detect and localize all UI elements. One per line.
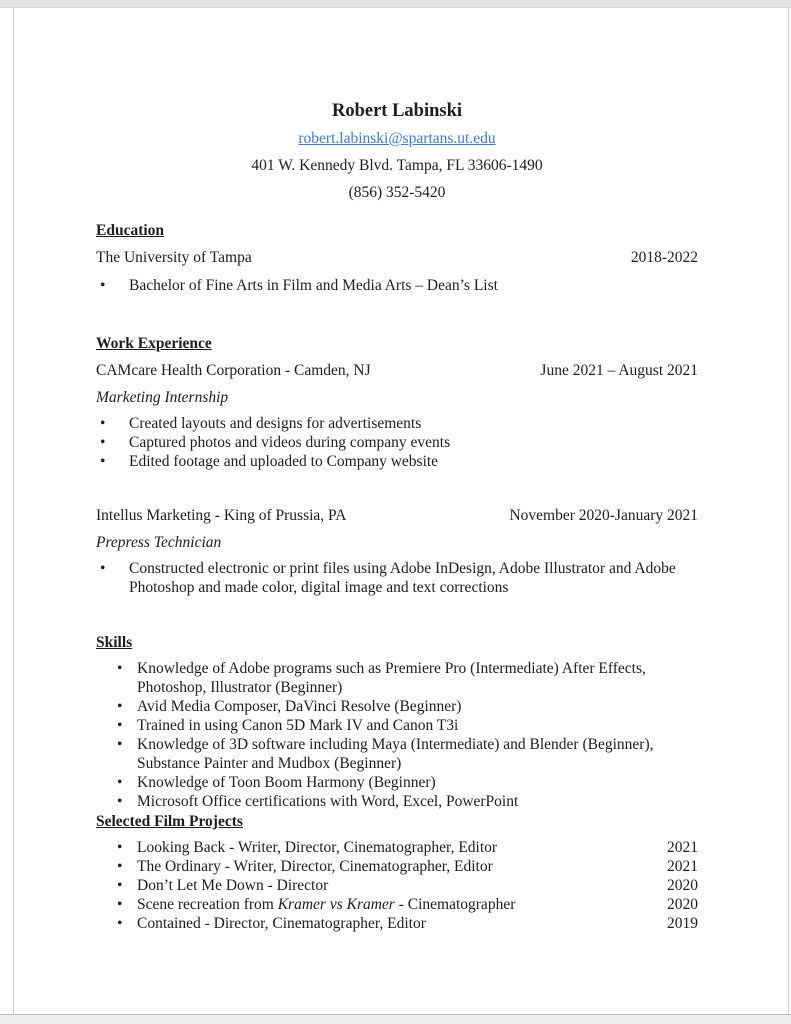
list-item <box>96 433 698 452</box>
film-row <box>96 895 698 914</box>
film-year: 2020 <box>667 877 698 894</box>
job-dates: November 2020-January 2021 <box>509 507 698 524</box>
job-bullet-text: Captured photos and videos during company events <box>129 434 451 451</box>
education-entry <box>96 247 698 269</box>
skill-text: Avid Media Composer, DaVinci Resolve (Beginner) <box>137 698 462 715</box>
list-item <box>96 559 698 597</box>
bullet-marker: • <box>100 434 106 451</box>
education-dates: 2018-2022 <box>630 249 698 266</box>
section-work-experience <box>96 333 698 597</box>
films-bullet-list <box>96 838 698 933</box>
bullet-marker: • <box>117 774 123 791</box>
film-title-credits: The Ordinary - Writer, Director, Cinematographer, Editor <box>137 858 493 875</box>
films-heading: Selected Film Projects <box>96 813 243 830</box>
film-year: 2021 <box>667 858 698 875</box>
bullet-marker: • <box>100 453 106 470</box>
film-year: 2019 <box>667 915 698 932</box>
bullet-marker: • <box>117 839 123 856</box>
list-item <box>96 659 698 697</box>
employer-name: CAMcare Health Corporation - Camden, NJ <box>96 362 371 379</box>
page-border-right <box>788 8 789 1014</box>
job-dates: June 2021 – August 2021 <box>540 362 698 379</box>
name-heading: Robert Labinski <box>331 101 463 121</box>
film-title-credits: Looking Back - Writer, Director, Cinematographer, Editor <box>137 839 498 856</box>
bullet-marker: • <box>117 698 123 715</box>
address-line: 401 W. Kennedy Blvd. Tampa, FL 33606-1490 <box>251 157 543 174</box>
education-heading: Education <box>96 222 165 239</box>
section-skills <box>96 632 698 811</box>
film-year: 2021 <box>667 839 698 856</box>
film-title-italic: Kramer vs Kramer <box>277 896 395 913</box>
film-row <box>96 914 698 933</box>
job-entry <box>96 505 698 527</box>
list-item <box>96 414 698 433</box>
skills-heading: Skills <box>96 634 133 651</box>
skill-text: Microsoft Office certifications with Word, Excel, PowerPoint <box>137 793 519 810</box>
bullet-marker: • <box>100 277 106 294</box>
employer-name: Intellus Marketing - King of Prussia, PA <box>96 507 347 524</box>
section-film-projects <box>96 811 698 933</box>
bullet-marker: • <box>117 896 123 913</box>
film-text-pre: Scene recreation from <box>137 896 278 913</box>
film-title-credits: Don’t Let Me Down - Director <box>137 877 329 894</box>
education-bullet-list <box>96 276 698 295</box>
job-bullet-list <box>96 414 698 471</box>
job-bullet-list <box>96 559 698 597</box>
list-item <box>96 735 698 773</box>
film-title-credits <box>137 895 667 914</box>
job-title: Marketing Internship <box>96 389 229 406</box>
list-item <box>96 697 698 716</box>
film-row <box>96 876 698 895</box>
section-education <box>96 220 698 295</box>
job-bullet-text: Edited footage and uploaded to Company website <box>129 453 439 470</box>
list-item <box>96 773 698 792</box>
bullet-marker: • <box>117 877 123 894</box>
education-bullet-text: Bachelor of Fine Arts in Film and Media Arts – Dean’s List <box>129 277 498 294</box>
skill-text: Knowledge of Adobe programs such as Premiere Pro (Intermediate) After Effects, Photoshop, Illustrator (Beginner) <box>137 660 646 696</box>
list-item <box>96 276 698 295</box>
skills-bullet-list <box>96 659 698 811</box>
job-bullet-text: Constructed electronic or print files using Adobe InDesign, Adobe Illustrator and Adobe Photoshop and made color, digital image and text corrections <box>129 560 676 596</box>
page-gap-top <box>0 0 791 8</box>
email-line <box>96 125 698 152</box>
job-title: Prepress Technician <box>96 534 222 551</box>
bullet-marker: • <box>117 660 123 677</box>
film-row <box>96 857 698 876</box>
list-item <box>96 452 698 471</box>
bullet-marker: • <box>117 717 123 734</box>
bullet-marker: • <box>117 736 123 753</box>
bullet-marker: • <box>117 858 123 875</box>
skill-text: Knowledge of Toon Boom Harmony (Beginner) <box>137 774 436 791</box>
job-bullet-text: Created layouts and designs for advertisements <box>129 415 422 432</box>
bullet-marker: • <box>117 793 123 810</box>
resume-header <box>96 98 698 206</box>
film-row <box>96 838 698 857</box>
page-gap-bottom <box>0 1014 791 1024</box>
bullet-marker: • <box>117 915 123 932</box>
skill-text: Knowledge of 3D software including Maya (Intermediate) and Blender (Beginner), Substance Painter and Mudbox (Beginner) <box>137 736 654 772</box>
email-link[interactable]: robert.labinski@spartans.ut.edu <box>298 130 496 147</box>
school-name: The University of Tampa <box>96 249 252 266</box>
bullet-marker: • <box>100 560 106 577</box>
bullet-marker: • <box>100 415 106 432</box>
phone-line: (856) 352-5420 <box>348 184 446 201</box>
resume-page <box>14 8 788 1014</box>
list-item <box>96 716 698 735</box>
list-item <box>96 792 698 811</box>
skill-text: Trained in using Canon 5D Mark IV and Canon T3i <box>137 717 459 734</box>
film-year: 2020 <box>667 896 698 913</box>
work-heading: Work Experience <box>96 335 212 352</box>
film-text-post: - Cinematographer <box>394 896 516 913</box>
film-title-credits: Contained - Director, Cinematographer, Editor <box>137 915 426 932</box>
job-entry <box>96 360 698 382</box>
